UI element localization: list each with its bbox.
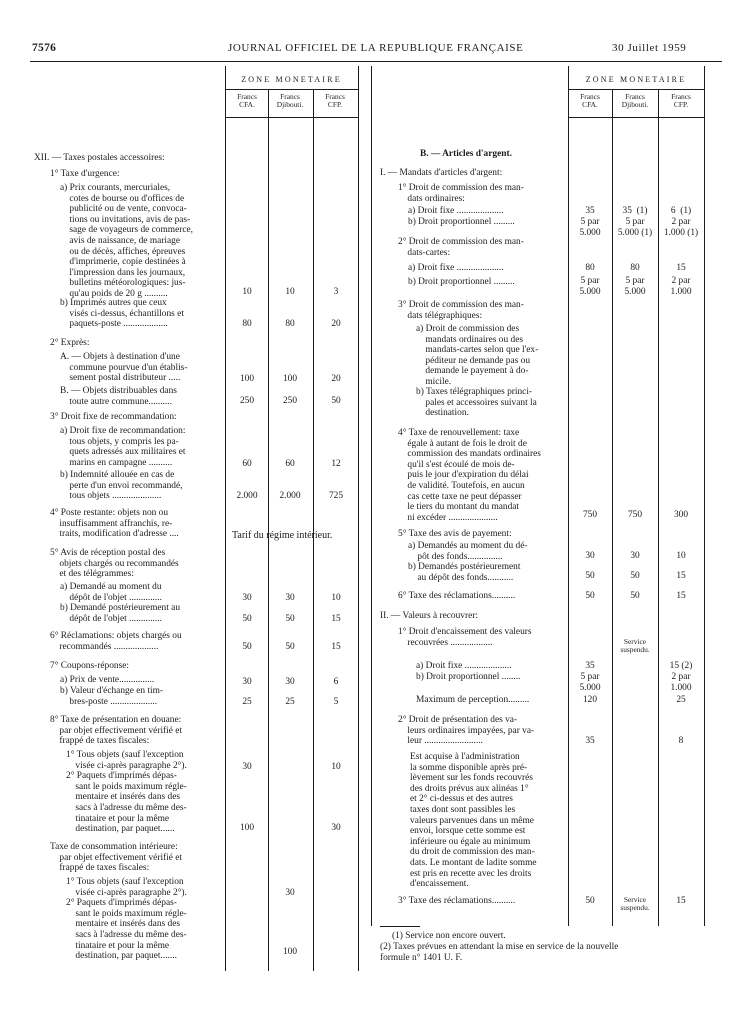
- expres: 2° Exprès:: [50, 338, 90, 348]
- mandats-ordinaires: 1° Droit de commission des man- dats ordinaires:: [398, 183, 524, 204]
- cell: 50: [242, 614, 252, 624]
- cell: 6: [333, 677, 339, 687]
- avis-payement: 5° Taxe des avis de payement:: [398, 529, 512, 539]
- cell: 35: [585, 736, 595, 746]
- avis-reception-b: b) Demandé postérieurement au dépôt de l'objet ..............: [60, 603, 181, 624]
- poste-restante: 4° Poste restante: objets non ou insuffisamment affranchis, re- traits, modification d'adresse ....: [50, 508, 179, 540]
- cell: 20: [331, 374, 341, 384]
- mandats-telegraphiques-a: a) Droit de commission des mandats ordinaires ou des mandats-cartes selon que l'ex- péditeur ne demande pas ou demande le payement à do- micile.: [416, 324, 539, 387]
- page-number: 7576: [32, 42, 57, 54]
- cell: 8: [678, 736, 684, 746]
- cell: 80: [585, 263, 595, 273]
- cell: 80: [630, 263, 640, 273]
- right-colhead-rule: [568, 117, 704, 118]
- avis-reception-a: a) Demandé au moment du dépôt de l'objet ..............: [60, 582, 162, 603]
- cell: 25: [242, 697, 252, 707]
- cell: 30: [242, 593, 252, 603]
- cell: 100: [282, 947, 298, 957]
- droit-encaissement: 1° Droit d'encaissement des valeurs recouvrées ..................: [398, 627, 532, 648]
- cell: 250: [282, 396, 298, 406]
- cell: 6 (1): [670, 206, 692, 216]
- valeurs-recouvrer-heading: II. — Valeurs à recouvrer:: [380, 611, 478, 621]
- cell: 50: [585, 896, 595, 906]
- cell: 250: [239, 396, 255, 406]
- droit-presentation-text: Est acquise à l'administration la somme disponible après pré- lèvement sur les fonds recouvrés des droits prévus aux alinéas 1° et 2° ci-dessus et des autres taxes dont sont passibles les valeurs parvenues dans un même envoi, lorsque cette somme est inférieure ou égale au minimum du droit de commission des man- dats. Le montant de ladite somme est pris en recette avec les droits d'encaissement.: [410, 752, 537, 890]
- cell: 30: [285, 593, 295, 603]
- cell: 5 par 5.000 (1): [617, 217, 653, 238]
- coupons-reponse-b: b) Valeur d'échange en tim- bres-poste ....................: [60, 686, 164, 707]
- droit-presentation: 2° Droit de présentation des va- leurs ordinaires impayées, par va- leur .........................: [398, 715, 535, 747]
- cell: 50: [285, 642, 295, 652]
- taxe-urgence-b: b) Imprimés autres que ceux visés ci-dessus, échantillons et paquets-poste ...................: [60, 298, 184, 330]
- cell: 15: [676, 571, 686, 581]
- cell: 50: [331, 396, 341, 406]
- cell: 725: [328, 491, 344, 501]
- col-cfp-left: Francs CFP.: [325, 92, 345, 110]
- cell: 10: [331, 762, 341, 772]
- cell: 30: [285, 677, 295, 687]
- right-col-divider-b: [612, 90, 613, 926]
- cell: 12: [331, 459, 341, 469]
- cell: 35: [585, 661, 595, 671]
- cell: 2.000: [236, 491, 258, 501]
- cell: 30: [585, 551, 595, 561]
- cell: 5 par 5.000: [624, 276, 646, 297]
- cell: 2.000: [279, 491, 301, 501]
- coupons-reponse-a: a) Prix de vente...............: [60, 675, 155, 685]
- cell: 25: [285, 697, 295, 707]
- expres-a: A. — Objets à destination d'une commune pourvue d'un établis- sement postal distributeur .....: [60, 352, 188, 384]
- right-col-divider-d: [704, 66, 705, 926]
- avis-payement-a: a) Demandés au moment du dé- pôt des fonds...............: [408, 541, 528, 562]
- zone-monetaire-left: ZONE MONETAIRE: [241, 75, 342, 84]
- col-cfp-right: Francs CFP.: [671, 92, 691, 110]
- recommandation-b: b) Indemnité allouée en cas de perte d'un envoi recommandé, tous objets .....................: [60, 470, 183, 502]
- mandats-telegraphiques-b: b) Taxes télégraphiques princi- pales et accessoires suivant la destination.: [416, 387, 537, 419]
- cell: 5 par 5.000: [579, 276, 601, 297]
- right-col-divider-c: [658, 90, 659, 926]
- cell: 3: [333, 287, 339, 297]
- service-suspendu-note: Service suspendu.: [620, 637, 650, 655]
- right-zone-rule: [568, 89, 704, 90]
- col-djibouti-left: Francs Djibouti.: [276, 92, 304, 110]
- right-col-divider-a: [568, 66, 569, 926]
- cell: 60: [242, 459, 252, 469]
- recommandation-a: a) Droit fixe de recommandation: tous objets, y compris les pa- quets adressés aux militaires et marins en campagne ..........: [60, 426, 186, 468]
- cell: 5: [333, 697, 339, 707]
- taxe-urgence-a: a) Prix courants, mercuriales, cotes de bourse ou d'offices de publicité ou de vente, convoca- tions ou invitations, avis de pas- sage de voyageurs de commerce, avis de naissance, de mariage ou de décès, affiches, épreuves d'imprimerie, copie destinées à l'impression dans les journaux, bulletins météorologiques: jus- qu'au poids de 20 g ..........: [60, 183, 194, 299]
- consommation-interieure-items: 1° Tous objets (sauf l'exception visée ci-après paragraphe 2°). 2° Paquets d'imprimés dépas- sant le poids maximum régle- mentaire et insérés dans des sacs à l'adresse du même des- tinataire et pour la même destination, par paquet.......: [66, 877, 187, 962]
- presentation-douane-items: 1° Tous objets (sauf l'exception visée ci-après paragraphe 2°). 2° Paquets d'imprimés dépas- sant le poids maximum régle- mentaire et insérés dans des sacs à l'adresse du même des- tinataire et pour la même destination, par paquet......: [66, 750, 187, 835]
- col-cfa-left: Francs CFA.: [237, 92, 257, 110]
- journal-title: JOURNAL OFFICIEL DE LA REPUBLIQUE FRANÇAISE: [228, 42, 524, 54]
- left-colhead-rule: [225, 117, 358, 118]
- service-suspendu-note-2: Service suspendu.: [620, 895, 650, 913]
- footnote-2: (2) Taxes prévues en attendant la mise en service de la nouvelle formule n° 1401 U. F.: [380, 942, 619, 963]
- cell: 10: [331, 593, 341, 603]
- consommation-interieure: Taxe de consommation intérieure: par objet effectivement vérifié et frappé de taxes fiscales:: [50, 842, 183, 874]
- mandats-ordinaires-a: a) Droit fixe ....................: [408, 206, 504, 216]
- mandats-heading: I. — Mandats d'articles d'argent:: [380, 168, 503, 178]
- cell: 10: [242, 287, 252, 297]
- cell: 2 par 1.000: [670, 276, 692, 297]
- maximum-perception: Maximum de perception.........: [416, 695, 530, 705]
- cell: 2 par 1.000 (1): [663, 217, 699, 238]
- cell: 50: [585, 591, 595, 601]
- cell: 20: [331, 319, 341, 329]
- taxe-reclamations: 6° Taxe des réclamations..........: [398, 591, 516, 601]
- cell: 25: [676, 695, 686, 705]
- expres-b: B. — Objets distribuables dans toute autre commune..........: [60, 386, 177, 407]
- taxe-reclamations-valeurs: 3° Taxe des réclamations..........: [398, 896, 516, 906]
- cell: 5 par 5.000: [579, 672, 601, 693]
- cell: 50: [630, 571, 640, 581]
- left-col-divider-d: [358, 66, 359, 971]
- col-cfa-right: Francs CFA.: [580, 92, 600, 110]
- cell: 60: [285, 459, 295, 469]
- left-zone-rule: [225, 89, 358, 90]
- cell: 750: [582, 510, 598, 520]
- issue-date: 30 Juillet 1959: [612, 42, 687, 54]
- cell: 100: [282, 374, 298, 384]
- coupons-reponse: 7° Coupons-réponse:: [50, 661, 130, 671]
- section-heading-xii: XII. — Taxes postales accessoires:: [34, 153, 165, 163]
- footnote-rule: [380, 926, 420, 927]
- mandats-cartes-a: a) Droit fixe ....................: [408, 263, 504, 273]
- cell: 15: [676, 591, 686, 601]
- header-rule: [30, 61, 722, 62]
- cell: 80: [242, 319, 252, 329]
- left-col-divider-a: [225, 66, 226, 971]
- cell: 30: [285, 888, 295, 898]
- mandats-ordinaires-b: b) Droit proportionnel .........: [408, 217, 515, 227]
- cell: 100: [239, 823, 255, 833]
- droit-encaissement-b: b) Droit proportionnel ........: [416, 672, 521, 682]
- cell: 10: [676, 551, 686, 561]
- cell: 750: [627, 510, 643, 520]
- cell: 50: [630, 591, 640, 601]
- taxe-urgence: 1° Taxe d'urgence:: [50, 169, 120, 179]
- cell: 15: [676, 263, 686, 273]
- cell: 15: [331, 614, 341, 624]
- cell: 15: [676, 896, 686, 906]
- cell: 35: [585, 206, 595, 216]
- cell: 2 par 1.000: [670, 672, 692, 693]
- mandats-cartes-b: b) Droit proportionnel .........: [408, 277, 515, 287]
- presentation-douane: 8° Taxe de présentation en douane: par objet effectivement vérifié et frappé de taxes fiscales:: [50, 715, 183, 747]
- cell: 120: [582, 695, 598, 705]
- footnote-1: (1) Service non encore ouvert.: [392, 931, 506, 941]
- cell: 80: [285, 319, 295, 329]
- cell: 35 (1): [622, 206, 648, 216]
- cell: 30: [331, 823, 341, 833]
- cell: 50: [585, 571, 595, 581]
- cell: 300: [673, 510, 689, 520]
- cell: 50: [285, 614, 295, 624]
- cell: 100: [239, 374, 255, 384]
- col-djibouti-right: Francs Djibouti.: [621, 92, 649, 110]
- recommandation: 3° Droit fixe de recommandation:: [50, 412, 177, 422]
- cell: 30: [242, 762, 252, 772]
- cell: 5 par 5.000: [579, 217, 601, 238]
- cell: 10: [285, 287, 295, 297]
- cell: 30: [630, 551, 640, 561]
- cell: 15: [331, 642, 341, 652]
- avis-payement-b: b) Demandés postérieurement au dépôt des fonds...........: [408, 562, 521, 583]
- section-heading-articles-argent: B. — Articles d'argent.: [420, 149, 512, 159]
- mandats-cartes: 2° Droit de commission des man- dats-cartes:: [398, 237, 524, 258]
- column-separator: [371, 66, 372, 926]
- cell: 15 (2): [669, 661, 693, 671]
- cell: 30: [242, 677, 252, 687]
- zone-monetaire-right: ZONE MONETAIRE: [585, 75, 687, 84]
- reclamations: 6° Réclamations: objets chargés ou recommandés ...................: [50, 631, 182, 652]
- cell: 50: [242, 642, 252, 652]
- tarif-regime-interieur: Tarif du régime intérieur.: [232, 530, 333, 541]
- droit-encaissement-a: a) Droit fixe ....................: [416, 661, 512, 671]
- avis-reception: 5° Avis de réception postal des objets chargés ou recommandés et des télégrammes:: [50, 548, 179, 580]
- mandats-telegraphiques: 3° Droit de commission des man- dats télégraphiques:: [398, 300, 524, 321]
- taxe-renouvellement: 4° Taxe de renouvellement: taxe égale à autant de fois le droit de commission des mandats ordinaires qu'il s'est écoulé de mois de- puis le jour d'expiration du délai de validité. Toutefois, en aucun cas cette taxe ne peut dépasser le tiers du montant du mandat ni excéder .....................: [398, 428, 541, 523]
